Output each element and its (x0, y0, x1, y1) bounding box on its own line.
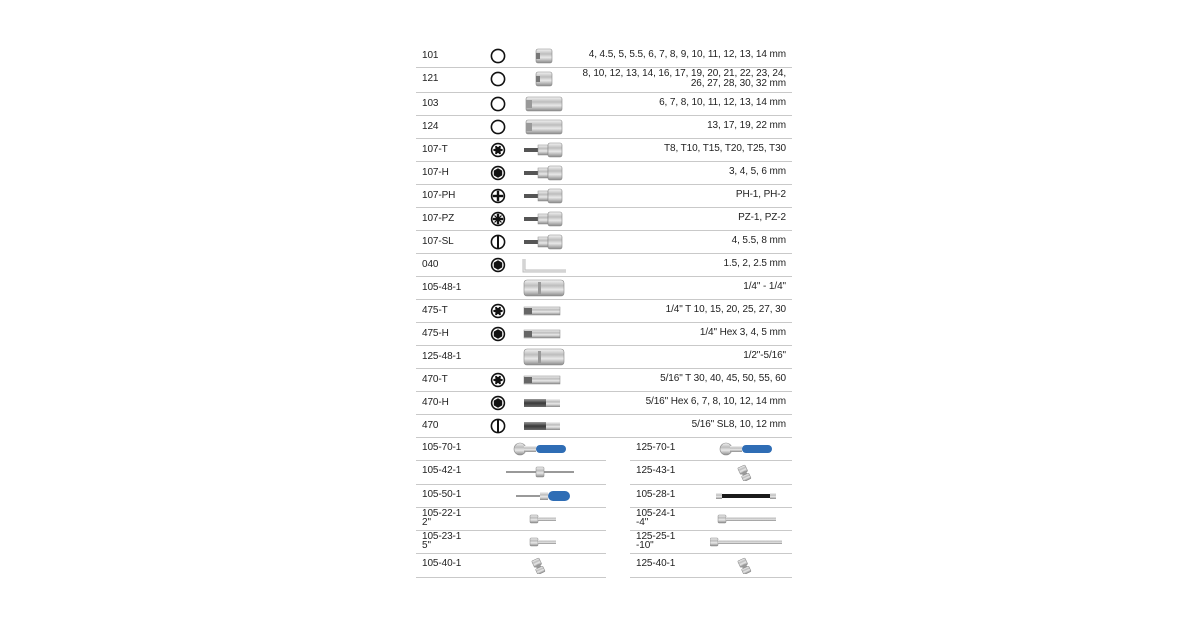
part-number: 040 (422, 259, 439, 270)
part-number-line: 105-24-1 (636, 507, 676, 519)
part-number: 470-H (422, 397, 449, 408)
size-line: 13, 17, 19, 22 mm (707, 120, 786, 131)
part-number-line: 105-50-1 (422, 488, 462, 500)
size-line: 1/2"-5/16" (743, 350, 786, 361)
part-number (636, 443, 675, 452)
part-number (422, 490, 461, 499)
torx-icon (490, 142, 506, 158)
slotted-icon (490, 234, 506, 250)
size-list (732, 236, 786, 246)
part-number: 107-PH (422, 190, 456, 201)
size-line: PZ-1, PZ-2 (738, 212, 786, 223)
accessory-row (416, 485, 792, 508)
part-number: 107-H (422, 167, 449, 178)
table-row (416, 45, 792, 68)
dark-bit-icon (520, 394, 568, 412)
part-number-line: 105-22-1 (422, 507, 462, 519)
size-line: 1/4" Hex 3, 4, 5 mm (699, 327, 786, 338)
short-socket-icon (520, 47, 568, 65)
size-line: 5/16" SL8, 10, 12 mm (691, 419, 786, 430)
spinner-handle-icon (504, 487, 576, 505)
hex-key-icon (490, 395, 506, 411)
table-row (416, 185, 792, 208)
part-number: 470-T (422, 374, 448, 385)
accessory-cell-right (630, 485, 792, 508)
size-list (659, 98, 786, 108)
short-extension-icon (504, 533, 576, 551)
part-number-line: 105-70-1 (422, 442, 462, 453)
deep-socket-icon (520, 95, 568, 113)
table-row (416, 415, 792, 438)
ratchet-icon (504, 440, 576, 458)
short-extension-icon (504, 510, 576, 528)
part-number (422, 466, 461, 475)
part-number (636, 509, 675, 527)
accessory-cell-left (416, 554, 606, 577)
part-number-line: 125-43-1 (636, 465, 676, 477)
size-line: 1.5, 2, 2.5 mm (723, 258, 786, 269)
part-number-line: -4" (636, 516, 649, 528)
part-number (636, 532, 675, 550)
table-row (416, 254, 792, 277)
hex-key-icon (490, 326, 506, 342)
part-number: 470 (422, 420, 439, 431)
bit-socket-icon (520, 141, 568, 159)
part-number-line: 105-28-1 (636, 488, 676, 500)
part-number (422, 443, 461, 452)
universal-joint-icon (710, 463, 782, 481)
part-number: 475-H (422, 328, 449, 339)
accessory-cell-left (416, 508, 606, 531)
size-list (736, 190, 786, 200)
size-list (646, 397, 786, 407)
short-socket-icon (520, 70, 568, 88)
torx-icon (490, 303, 506, 319)
size-line: 5/16" T 30, 40, 45, 50, 55, 60 (660, 373, 786, 384)
hex-ring-icon (490, 48, 506, 64)
accessory-cell-right (630, 438, 792, 461)
torx-icon (490, 372, 506, 388)
accessory-cell-left (416, 461, 606, 484)
table-row (416, 231, 792, 254)
part-number: 124 (422, 121, 439, 132)
part-number (636, 466, 675, 475)
size-list (664, 144, 786, 154)
deep-socket-icon (520, 118, 568, 136)
bit-icon (520, 371, 568, 389)
universal-joint-icon (504, 556, 576, 574)
table-row (416, 392, 792, 415)
size-line: 26, 27, 28, 30, 32 mm (690, 78, 786, 89)
part-number-line: 125-70-1 (636, 442, 676, 453)
table-row (416, 300, 792, 323)
size-line: T8, T10, T15, T20, T25, T30 (663, 143, 786, 154)
hex-ring-icon (490, 96, 506, 112)
size-line: 5/16" Hex 6, 7, 8, 10, 12, 14 mm (645, 396, 786, 407)
accessory-cell-left (416, 531, 606, 554)
size-list (660, 374, 786, 384)
part-number (422, 532, 461, 550)
part-number (422, 559, 461, 568)
part-number-line: 125-40-1 (636, 558, 676, 570)
hex-key-icon (490, 257, 506, 273)
size-line: 1/4" T 10, 15, 20, 25, 27, 30 (665, 304, 786, 315)
accessory-cell-right (630, 554, 792, 577)
part-number-line: 2" (422, 516, 431, 528)
accessory-cell-left (416, 438, 606, 461)
part-number (636, 559, 675, 568)
part-number (636, 490, 675, 499)
adapter-socket-icon (520, 348, 568, 366)
t-handle-icon (504, 463, 576, 481)
accessory-row (416, 554, 792, 577)
ratchet-icon (710, 440, 782, 458)
table-row (416, 162, 792, 185)
pozidriv-icon (490, 211, 506, 227)
part-number: 107-T (422, 144, 448, 155)
size-list (692, 420, 786, 430)
slotted-icon (490, 418, 506, 434)
size-list (743, 282, 786, 292)
table-row (416, 323, 792, 346)
table-row (416, 116, 792, 139)
accessory-row (416, 508, 792, 531)
bit-socket-icon (520, 164, 568, 182)
flex-extension-icon (710, 487, 782, 505)
part-number: 125-48-1 (422, 351, 462, 362)
part-number (422, 509, 461, 527)
tool-set-table (416, 45, 792, 578)
bit-socket-icon (520, 187, 568, 205)
accessory-row (416, 438, 792, 461)
size-list (583, 69, 787, 89)
table-row (416, 68, 792, 93)
table-row (416, 208, 792, 231)
accessory-cell-left (416, 485, 606, 508)
universal-joint-icon (710, 556, 782, 574)
size-list (729, 167, 786, 177)
part-number-line: 105-40-1 (422, 558, 462, 570)
size-line: 4, 5.5, 8 mm (731, 235, 786, 246)
size-line: 6, 7, 8, 10, 11, 12, 13, 14 mm (659, 97, 786, 108)
size-list (743, 351, 786, 361)
accessory-cell-right (630, 531, 792, 554)
accessory-cell-right (630, 508, 792, 531)
allen-key-icon (520, 256, 568, 274)
part-number-line: 105-23-1 (422, 531, 462, 543)
size-list (700, 328, 786, 338)
part-number: 103 (422, 98, 439, 109)
table-row (416, 346, 792, 369)
part-number: 101 (422, 50, 439, 61)
size-line: 8, 10, 12, 13, 14, 16, 17, 19, 20, 21, 22, 23, 24, (582, 68, 786, 79)
accessory-row (416, 531, 792, 554)
adapter-socket-icon (520, 279, 568, 297)
long-extension-bar-icon (710, 533, 782, 551)
hex-ring-icon (490, 119, 506, 135)
extension-bar-icon (710, 510, 782, 528)
bit-icon (520, 302, 568, 320)
part-number-line: 105-42-1 (422, 465, 462, 477)
phillips-icon (490, 188, 506, 204)
size-line: 4, 4.5, 5, 5.5, 6, 7, 8, 9, 10, 11, 12, 13, 14 mm (588, 49, 786, 60)
table-row (416, 139, 792, 162)
accessory-cell-right (630, 461, 792, 484)
part-number: 105-48-1 (422, 282, 462, 293)
part-number: 121 (422, 73, 439, 84)
table-row (416, 277, 792, 300)
bit-socket-icon (520, 210, 568, 228)
table-row (416, 93, 792, 116)
part-number: 107-SL (422, 236, 454, 247)
bit-icon (520, 325, 568, 343)
dark-bit-icon (520, 417, 568, 435)
part-number-line: -10" (636, 540, 654, 552)
part-number: 107-PZ (422, 213, 455, 224)
accessory-row (416, 461, 792, 484)
hex-key-icon (490, 165, 506, 181)
size-line: 1/4" - 1/4" (743, 281, 786, 292)
size-line: PH-1, PH-2 (735, 189, 786, 200)
table-row (416, 369, 792, 392)
bit-socket-icon (520, 233, 568, 251)
size-line: 3, 4, 5, 6 mm (728, 166, 786, 177)
part-number: 475-T (422, 305, 448, 316)
hex-ring-icon (490, 71, 506, 87)
size-list (738, 213, 786, 223)
part-number-line: 5" (422, 540, 431, 552)
part-number-line: 125-25-1 (636, 531, 676, 543)
size-list (589, 50, 786, 60)
size-list (707, 121, 786, 131)
size-list (723, 259, 786, 269)
size-list (666, 305, 786, 315)
